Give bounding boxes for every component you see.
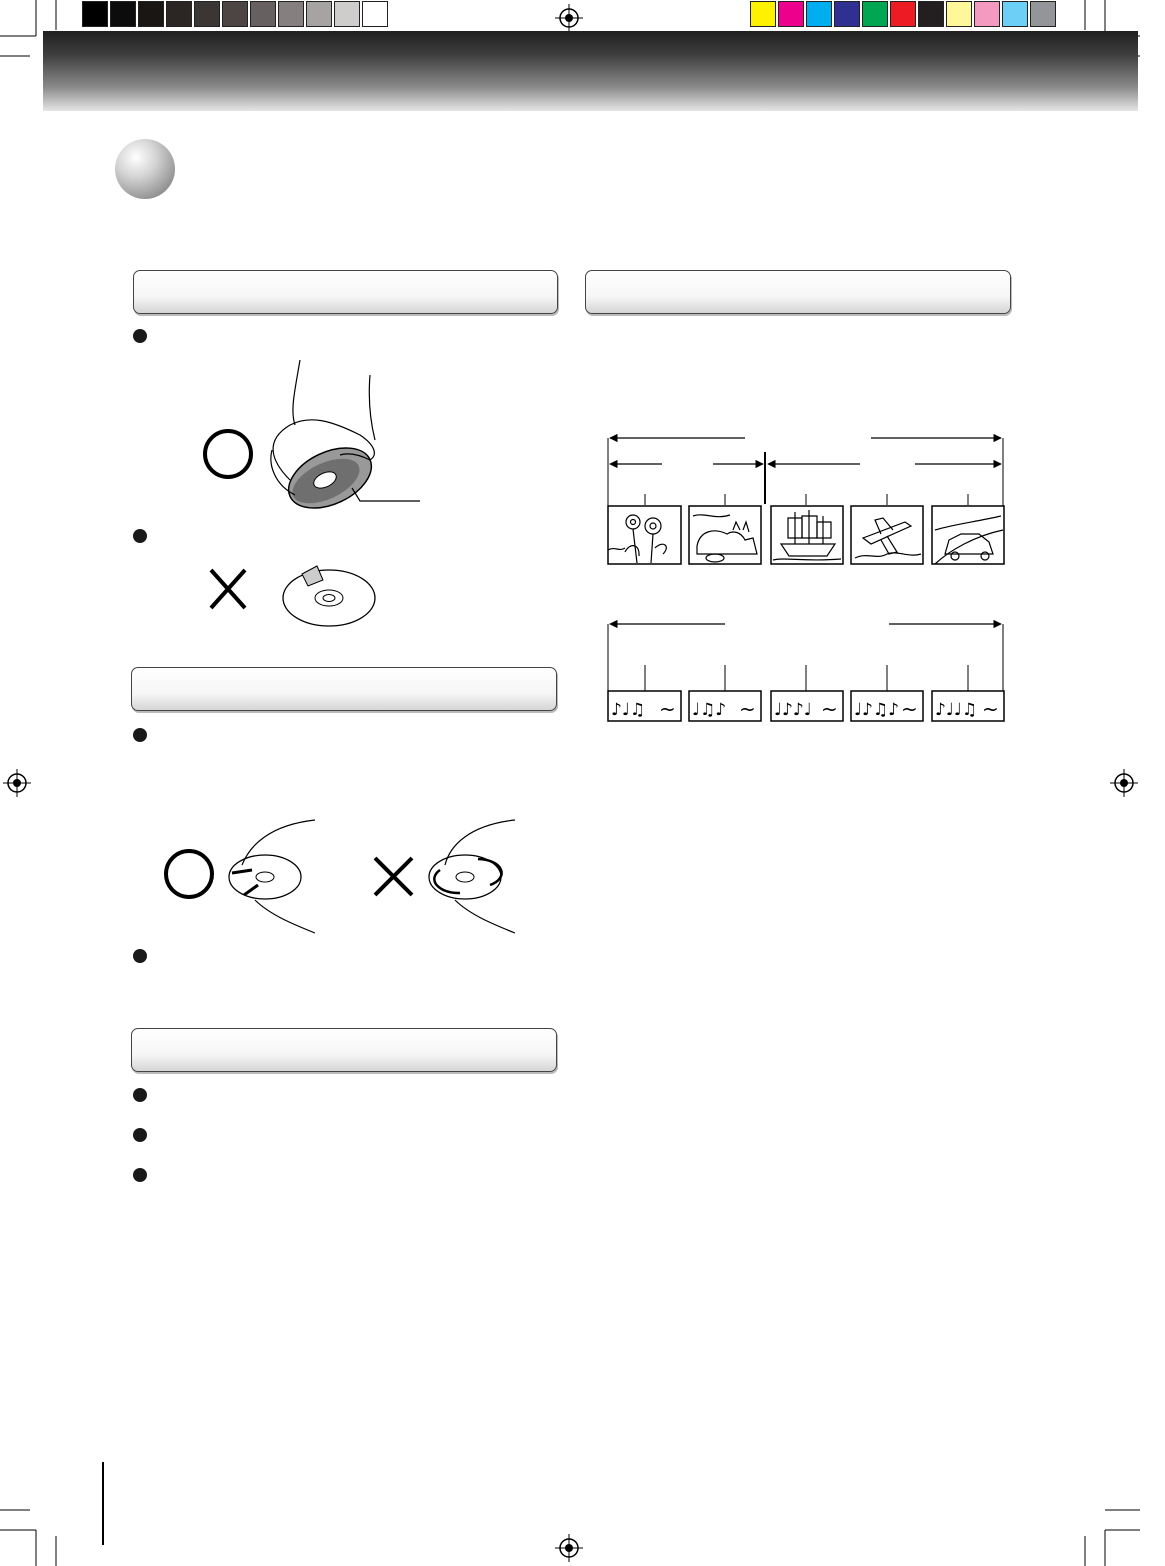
note-glyphs-4: ♩♪♫♪	[854, 700, 899, 720]
note-glyphs-5: ♪♩♩♫	[935, 700, 978, 720]
cd-structure-diagram	[605, 615, 1010, 725]
dvd-structure-diagram	[605, 430, 1010, 570]
handling-section-box	[133, 270, 558, 314]
storing-section-box	[131, 1028, 557, 1072]
cleaning-illustration	[160, 815, 530, 935]
page-header-band	[43, 31, 1138, 111]
note-glyphs-2: ♩♫♪	[692, 700, 727, 720]
tilde-4: ~	[901, 697, 918, 721]
bullet-icon	[133, 329, 147, 343]
bullet-icon	[133, 529, 147, 543]
note-glyphs-1: ♪♩♫	[611, 700, 646, 720]
section-sphere-icon	[115, 139, 175, 199]
tilde-1: ~	[659, 697, 676, 721]
bullet-icon	[133, 949, 147, 963]
structure-section-box	[585, 270, 1011, 314]
holding-disc-illustration	[200, 360, 430, 515]
bullet-icon	[133, 728, 147, 742]
tilde-5: ~	[982, 697, 999, 721]
cleaning-section-box	[131, 667, 557, 711]
tilde-3: ~	[821, 697, 838, 721]
bullet-icon	[133, 1128, 147, 1142]
bullet-icon	[133, 1168, 147, 1182]
label-disc-illustration	[205, 560, 380, 630]
tilde-2: ~	[739, 697, 756, 721]
note-glyphs-3: ♩♪♪♩	[774, 700, 812, 720]
bullet-icon	[133, 1088, 147, 1102]
